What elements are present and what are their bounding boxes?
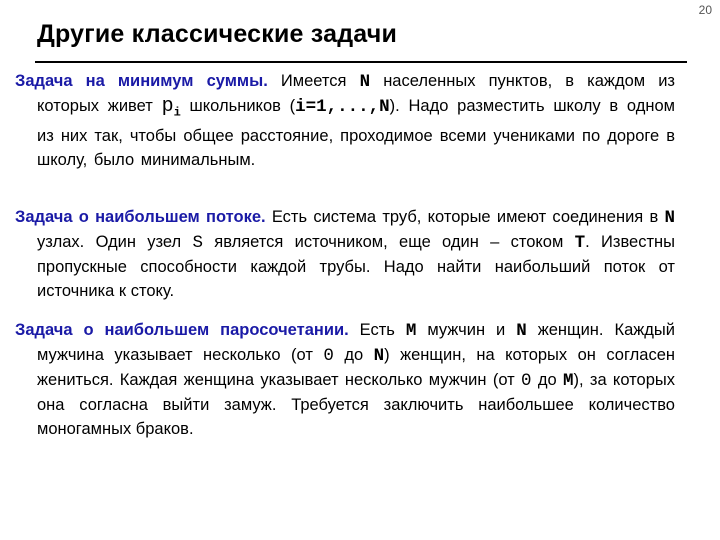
problem-min-sum bbox=[15, 69, 675, 172]
problem-text: школьников ( bbox=[180, 97, 296, 115]
problem-text: Есть bbox=[348, 321, 406, 339]
math-variable: N bbox=[359, 72, 371, 92]
math-variable: M bbox=[405, 321, 417, 341]
page-number: 20 bbox=[698, 3, 712, 17]
math-subscript: i bbox=[173, 105, 181, 120]
problem-text: . Известны пропускные способности каждой трубы. Надо найти наибольший поток от источника к стоку. bbox=[37, 233, 675, 300]
math-variable: N bbox=[373, 346, 385, 366]
problem-text: до bbox=[333, 346, 374, 364]
problem-max-flow bbox=[15, 205, 675, 303]
math-variable: p bbox=[161, 95, 174, 118]
problem-heading: Задача о наибольшем паросочетании. bbox=[15, 321, 349, 339]
math-variable: N bbox=[516, 321, 527, 341]
math-variable: T bbox=[574, 233, 586, 253]
problem-text: Есть система труб, которые имеют соединения в bbox=[265, 208, 665, 226]
math-variable: M bbox=[562, 371, 574, 391]
math-range: i=1,...,N bbox=[295, 97, 390, 117]
problem-text: населенных пунктов, в каждом из которых живет bbox=[37, 72, 675, 115]
problem-heading: Задача на минимум суммы. bbox=[15, 72, 268, 90]
problem-text: ). Надо разместить школу в одном из них так, чтобы общее расстояние, проходимое всеми учениками по дороге в школу, было минимальным. bbox=[37, 97, 675, 170]
problem-text: женщин. Каждый мужчина указывает несколько (от bbox=[37, 321, 675, 364]
math-number: 0 bbox=[323, 346, 334, 366]
title-underline bbox=[35, 61, 687, 63]
problem-text: ) женщин, на которых он согласен жениться. Каждая женщина указывает несколько мужчин (от bbox=[37, 346, 675, 389]
problem-text: Имеется bbox=[267, 72, 360, 90]
problem-text: является источником, еще один – стоком bbox=[202, 233, 575, 251]
problem-text: мужчин и bbox=[416, 321, 517, 339]
math-number: 0 bbox=[521, 371, 532, 391]
math-variable: N bbox=[664, 208, 675, 228]
math-variable: S bbox=[192, 233, 203, 253]
problem-text: до bbox=[531, 371, 563, 389]
problem-heading: Задача о наибольшем потоке. bbox=[15, 208, 266, 226]
problem-text: узлах. Один узел bbox=[37, 233, 193, 251]
problem-max-matching bbox=[15, 318, 675, 441]
problem-text: ), за которых она согласна выйти замуж. Требуется заключить наибольшее количество моногамных браков. bbox=[37, 371, 675, 438]
slide-title: Другие классические задачи bbox=[37, 20, 398, 48]
